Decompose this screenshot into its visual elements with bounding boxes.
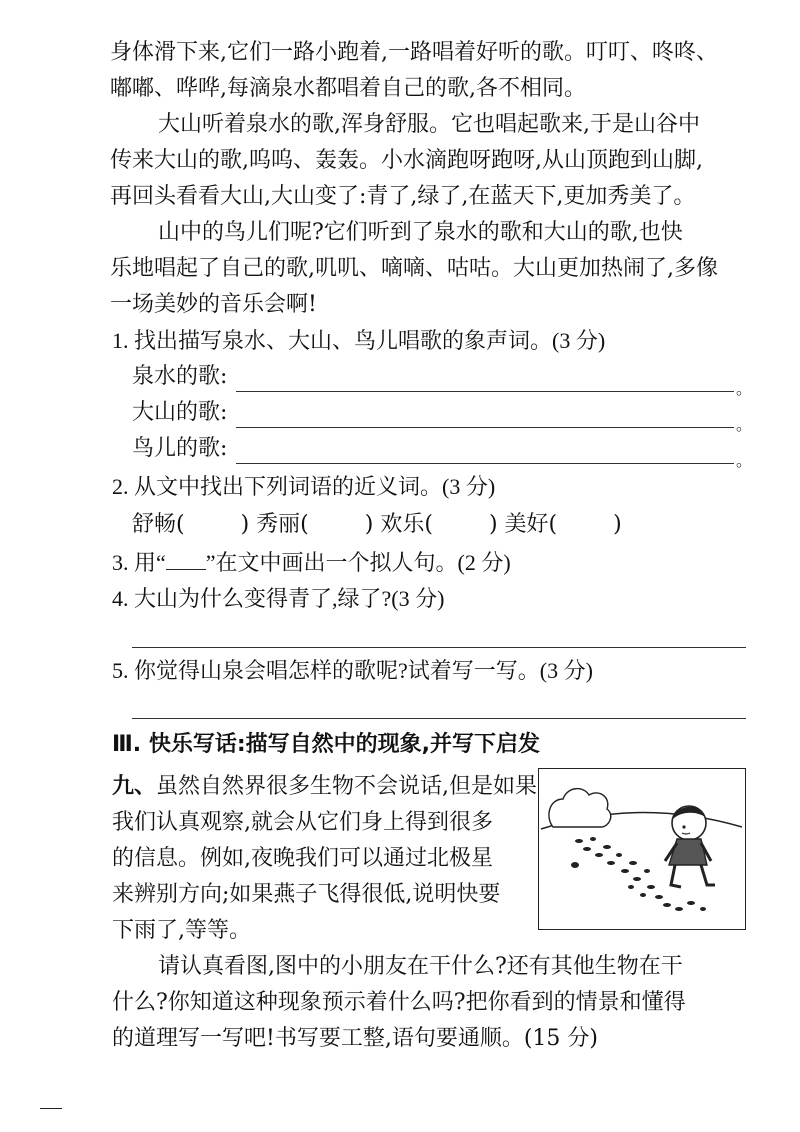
q1-mountain-period: 。 bbox=[736, 415, 753, 434]
q3-prefix: 3. 用“ bbox=[112, 550, 166, 575]
q3-underline-sample bbox=[166, 551, 206, 570]
q1-spring-answer-line[interactable] bbox=[236, 391, 734, 392]
q5-answer-line[interactable] bbox=[132, 718, 746, 719]
passage-line: 一场美妙的音乐会啊! bbox=[110, 292, 317, 317]
passage-line: 嘟嘟、哗哗,每滴泉水都唱着自己的歌,各不相同。 bbox=[110, 76, 586, 101]
passage-line: 传来大山的歌,呜呜、轰轰。小水滴跑呀跑呀,从山顶跑到山脚, bbox=[110, 148, 703, 173]
q1-mountain-label: 大山的歌: bbox=[132, 400, 228, 425]
q4-answer-line[interactable] bbox=[132, 647, 746, 648]
question-4: 4. 大山为什么变得青了,绿了?(3 分) bbox=[112, 586, 445, 611]
illustration-svg bbox=[539, 769, 744, 928]
passage-line: 山中的鸟儿们呢?它们听到了泉水的歌和大山的歌,也快 bbox=[158, 220, 683, 245]
q9-text-line: 请认真看图,图中的小朋友在干什么?还有其他生物在干 bbox=[158, 954, 683, 979]
q2-word-4: ) 美好( bbox=[488, 512, 558, 537]
q2-synonyms-row bbox=[132, 510, 622, 540]
q2-word-3: ) 欢乐( bbox=[364, 512, 433, 537]
child-watching-ants-illustration bbox=[538, 768, 746, 930]
question-5: 5. 你觉得山泉会唱怎样的歌呢?试着写一写。(3 分) bbox=[112, 658, 593, 683]
q1-spring-period: 。 bbox=[736, 379, 753, 398]
section-title: Ⅲ. 快乐写话:描写自然中的现象,并写下启发 bbox=[112, 732, 540, 757]
q3-suffix: ”在文中画出一个拟人句。(2 分) bbox=[205, 550, 511, 575]
q1-mountain-answer-line[interactable] bbox=[236, 427, 734, 428]
q2-word-2: ) 秀丽( bbox=[240, 512, 309, 537]
q1-bird-label: 鸟儿的歌: bbox=[132, 436, 228, 461]
q9-text-line: 来辨别方向;如果燕子飞得很低,说明快要 bbox=[112, 882, 501, 907]
q9-text-line: 的信息。例如,夜晚我们可以通过北极星 bbox=[112, 846, 493, 871]
q9-text-line: 的道理写一写吧!书写要工整,语句要通顺。(15 分) bbox=[112, 1026, 598, 1051]
question-3 bbox=[112, 548, 511, 578]
q1-bird-answer-line[interactable] bbox=[236, 463, 734, 464]
passage-line: 再回头看看大山,大山变了:青了,绿了,在蓝天下,更加秀美了。 bbox=[110, 184, 696, 209]
q9-text-line: 什么?你知道这种现象预示着什么吗?把你看到的情景和懂得 bbox=[112, 990, 686, 1015]
q2-end: ) bbox=[613, 512, 622, 537]
q1-spring-label: 泉水的歌: bbox=[132, 364, 228, 389]
passage-line: 乐地唱起了自己的歌,叽叽、嘀嘀、咕咕。大山更加热闹了,多像 bbox=[110, 256, 718, 281]
question-2: 2. 从文中找出下列词语的近义词。(3 分) bbox=[112, 474, 496, 499]
q9-text-line: 下雨了,等等。 bbox=[112, 918, 251, 943]
q2-word-1: 舒畅( bbox=[132, 512, 185, 537]
passage-line: 大山听着泉水的歌,浑身舒服。它也唱起歌来,于是山谷中 bbox=[158, 112, 700, 137]
question-9-number: 九、 bbox=[112, 774, 157, 799]
q9-text-line: 虽然自然界很多生物不会说话,但是如果 bbox=[156, 774, 537, 799]
q9-text-line: 我们认真观察,就会从它们身上得到很多 bbox=[112, 810, 493, 835]
passage-line: 身体滑下来,它们一路小跑着,一路唱着好听的歌。叮叮、咚咚、 bbox=[110, 40, 718, 65]
question-1: 1. 找出描写泉水、大山、鸟儿唱歌的象声词。(3 分) bbox=[112, 328, 606, 353]
page-footer-dash bbox=[40, 1108, 62, 1109]
q1-bird-period: 。 bbox=[736, 451, 753, 470]
